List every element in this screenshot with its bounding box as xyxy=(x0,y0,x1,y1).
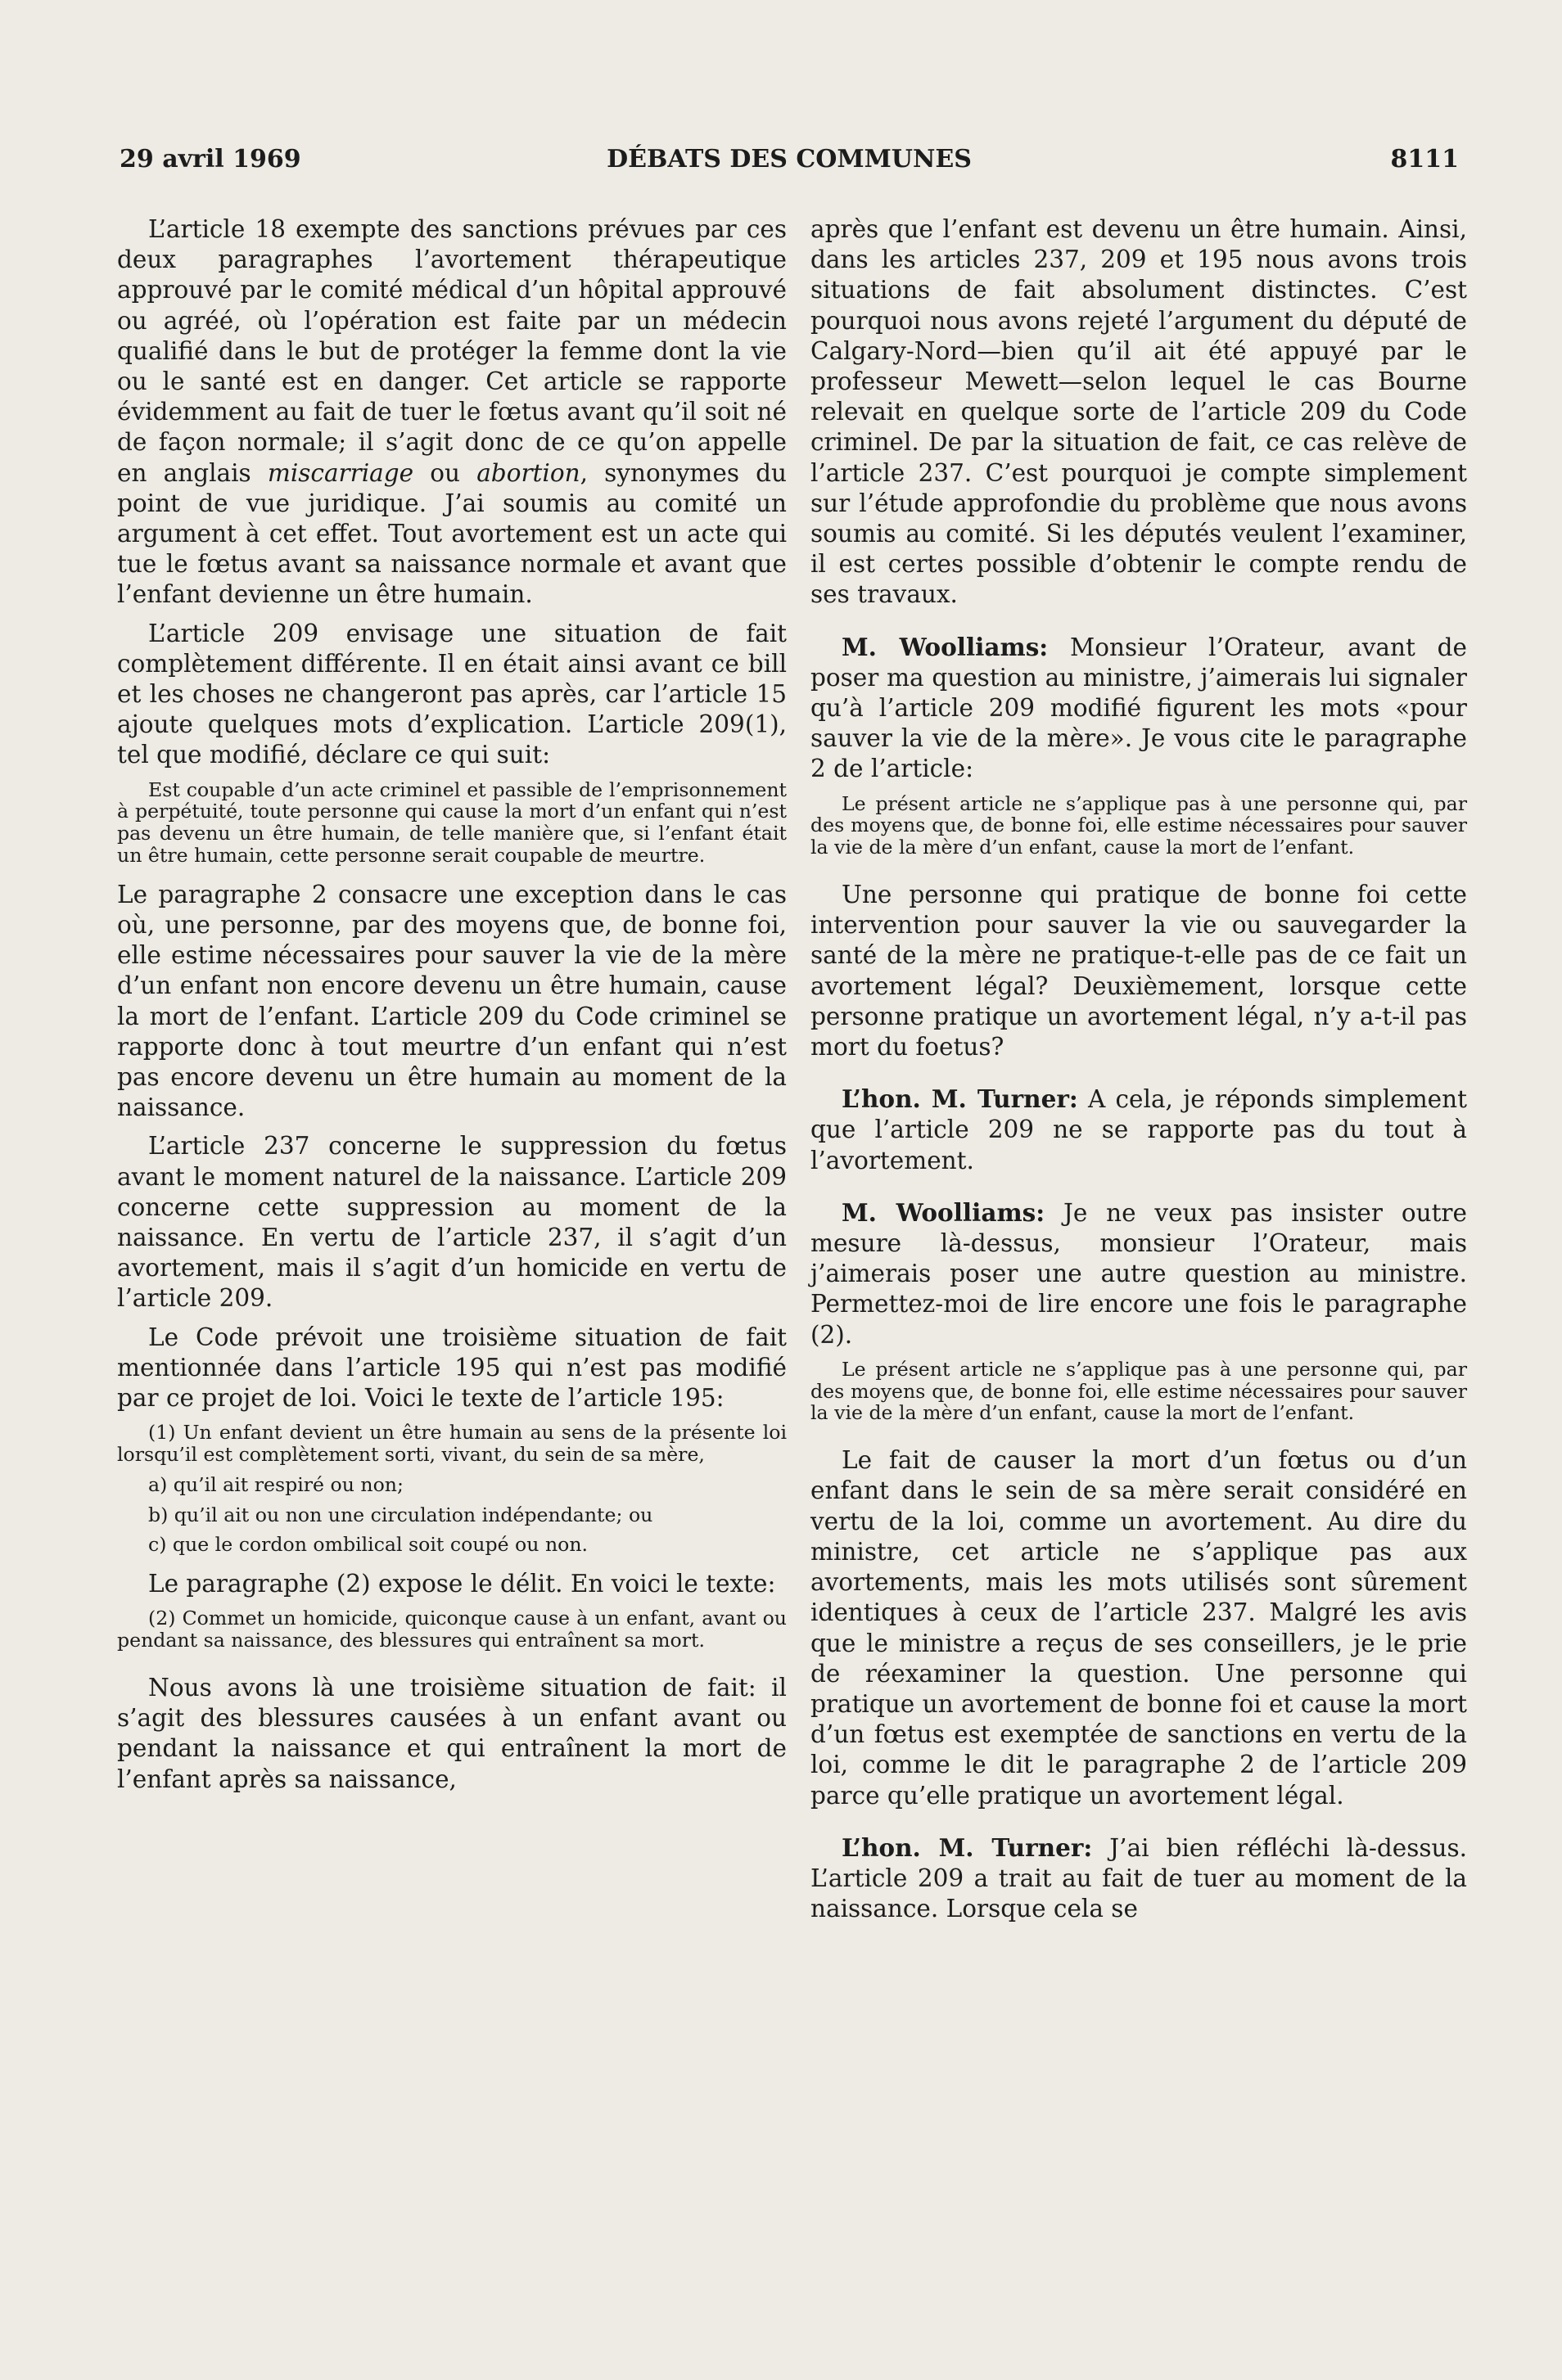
header-title: DÉBATS DES COMMUNES xyxy=(607,145,972,174)
quotation: Le présent article ne s’applique pas à une personne qui, par des moyens que, de bonne foi, elle estime nécessaires pour sauver la vie de la mère d’un enfant, cause la mort de l’enfant. xyxy=(810,791,1467,859)
paragraph: après que l’enfant est devenu un être humain. Ainsi, dans les articles 237, 209 et 195 nous avons trois situations de fait absolument distinctes. C’est pourquoi nous avons rejeté l’argument du député de Calgary-Nord—bien qu’il ait été appuyé par le professeur Mewett—selon lequel le cas Bourne relevait en quelque sorte de l’article 209 du Code criminel. De par la situation de fait, ce cas relève de l’article 237. C’est pourquoi je compte simplement sur l’étude approfondie du problème que nous avons soumis au comité. Si les députés veulent l’examiner, il est certes possible d’obtenir le compte rendu de ses travaux. xyxy=(810,215,1467,609)
paragraph: Le fait de causer la mort d’un fœtus ou d’un enfant dans le sein de sa mère serait considéré en vertu de la loi, comme un avortement. Au dire du ministre, cet article ne s’applique pas aux avortements, mais les mots utilisés sont sûrement identiques à ceux de l’article 237. Malgré les avis que le ministre a reçus de ses conseillers, je le prie de réexaminer la question. Une personne qui pratique un avortement de bonne foi et cause la mort d’un fœtus est exemptée de sanctions en vertu de la loi, comme le dit le paragraphe 2 de l’article 209 parce qu’elle pratique un avortement légal. xyxy=(810,1446,1467,1810)
quotation: c) que le cordon ombilical soit coupé ou non. xyxy=(148,1533,589,1557)
header-date: 29 avril 1969 xyxy=(120,145,301,174)
paragraph: Une personne qui pratique de bonne foi cette intervention pour sauver la vie ou sauvegarder la santé de la mère ne pratique-t-elle pas de ce fait un avortement légal? Deuxièmement, lorsque cette personne pratique un avortement légal, n’y a-t-il pas mort du foetus? xyxy=(810,881,1467,1062)
speaker-name: L’hon. M. Turner: xyxy=(842,1084,1078,1114)
quotation: Est coupable d’un acte criminel et passible de l’emprisonnement à perpétuité, toute personne qui cause la mort d’un enfant qui n’est pas devenu un être humain, de telle manière que, si l’enfant était un être humain, cette personne serait coupable de meurtre. xyxy=(117,778,787,868)
quotation: (2) Commet un homicide, quiconque cause à un enfant, avant ou pendant sa naissance, des blessures qui entraînent sa mort. xyxy=(117,1607,787,1652)
paragraph: Le paragraphe (2) expose le délit. En voici le texte: xyxy=(148,1570,776,1598)
speaker-paragraph: L’hon. M. Turner: J’ai bien réfléchi là-dessus. L’article 209 a trait au fait de tuer au moment de la naissance. Lorsque cela se xyxy=(810,1832,1467,1923)
quotation: Le présent article ne s’applique pas à une personne qui, par des moyens que, de bonne foi, elle estime nécessaires pour sauver la vie de la mère d’un enfant, cause la mort de l’enfant. xyxy=(810,1357,1467,1425)
page-header xyxy=(120,145,1459,183)
left-column xyxy=(117,214,787,1795)
quotation: b) qu’il ait ou non une circulation indépendante; ou xyxy=(148,1503,653,1526)
quotation: a) qu’il ait respiré ou non; xyxy=(148,1472,404,1496)
speaker-paragraph: M. Woolliams: Monsieur l’Orateur, avant de poser ma question au ministre, j’aimerais lui signaler qu’à l’article 209 modifié figurent les mots «pour sauver la vie de la mère». Je vous cite le paragraphe 2 de l’article: xyxy=(810,632,1467,783)
speaker-name: M. Woolliams: xyxy=(842,632,1049,661)
header-page-number: 8111 xyxy=(1390,145,1459,174)
speaker-name: L’hon. M. Turner: xyxy=(842,1832,1093,1862)
speaker-paragraph: M. Woolliams: Je ne veux pas insister outre mesure là-dessus, monsieur l’Orateur, mais j’aimerais poser une autre question au ministre. Permettez-moi de lire encore une fois le paragraphe (2). xyxy=(810,1197,1467,1349)
paragraph: Nous avons là une troisième situation de fait: il s’agit des blessures causées à un enfant avant ou pendant la naissance et qui entraînent la mort de l’enfant après sa naissance, xyxy=(117,1674,787,1793)
right-column xyxy=(810,214,1467,1924)
speaker-paragraph: L’hon. M. Turner: A cela, je réponds simplement que l’article 209 ne se rapporte pas du tout à l’avortement. xyxy=(810,1084,1467,1174)
quotation: (1) Un enfant devient un être humain au sens de la présente loi lorsqu’il est complètement sorti, vivant, du sein de sa mère, xyxy=(117,1421,787,1467)
speaker-name: M. Woolliams: xyxy=(842,1197,1045,1227)
paragraph: Le Code prévoit une troisième situation de fait mentionnée dans l’article 195 qui n’est pas modifié par ce projet de loi. Voici le texte de l’article 195: xyxy=(117,1323,787,1413)
paragraph: L’article 237 concerne le suppression du fœtus avant le moment naturel de la naissance. L’article 209 concerne cette suppression au moment de la naissance. En vertu de l’article 237, il s’agit d’un avortement, mais il s’agit d’un homicide en vertu de l’article 209. xyxy=(117,1132,787,1313)
paragraph: L’article 18 exempte des sanctions prévues par ces deux paragraphes l’avortement thérapeutique approuvé par le comité médical d’un hôpital approuvé ou agréé, où l’opération est faite par un médecin qualifié dans le but de protéger la femme dont la vie ou le santé est en danger. Cet article se rapporte évidemment au fait de tuer le fœtus avant qu’il soit né de façon normale; il s’agit donc de ce qu’on appelle en anglais miscarriage ou abortion, synonymes du point de vue juridique. J’ai soumis au comité un argument à cet effet. Tout avortement est un acte qui tue le fœtus avant sa naissance normale et avant que l’enfant devienne un être humain. xyxy=(117,215,788,609)
paragraph: Le paragraphe 2 consacre une exception dans le cas où, une personne, par des moyens que, de bonne foi, elle estime nécessaires pour sauver la vie de la mère d’un enfant non encore devenu un être humain, cause la mort de l’enfant. L’article 209 du Code criminel se rapporte donc à tout meurtre d’un enfant qui n’est pas encore devenu un être humain au moment de la naissance. xyxy=(117,880,787,1122)
paragraph: L’article 209 envisage une situation de fait complètement différente. Il en était ainsi avant ce bill et les choses ne changeront pas après, car l’article 15 ajoute quelques mots d’explication. L’article 209(1), tel que modifié, déclare ce qui suit: xyxy=(117,619,787,769)
